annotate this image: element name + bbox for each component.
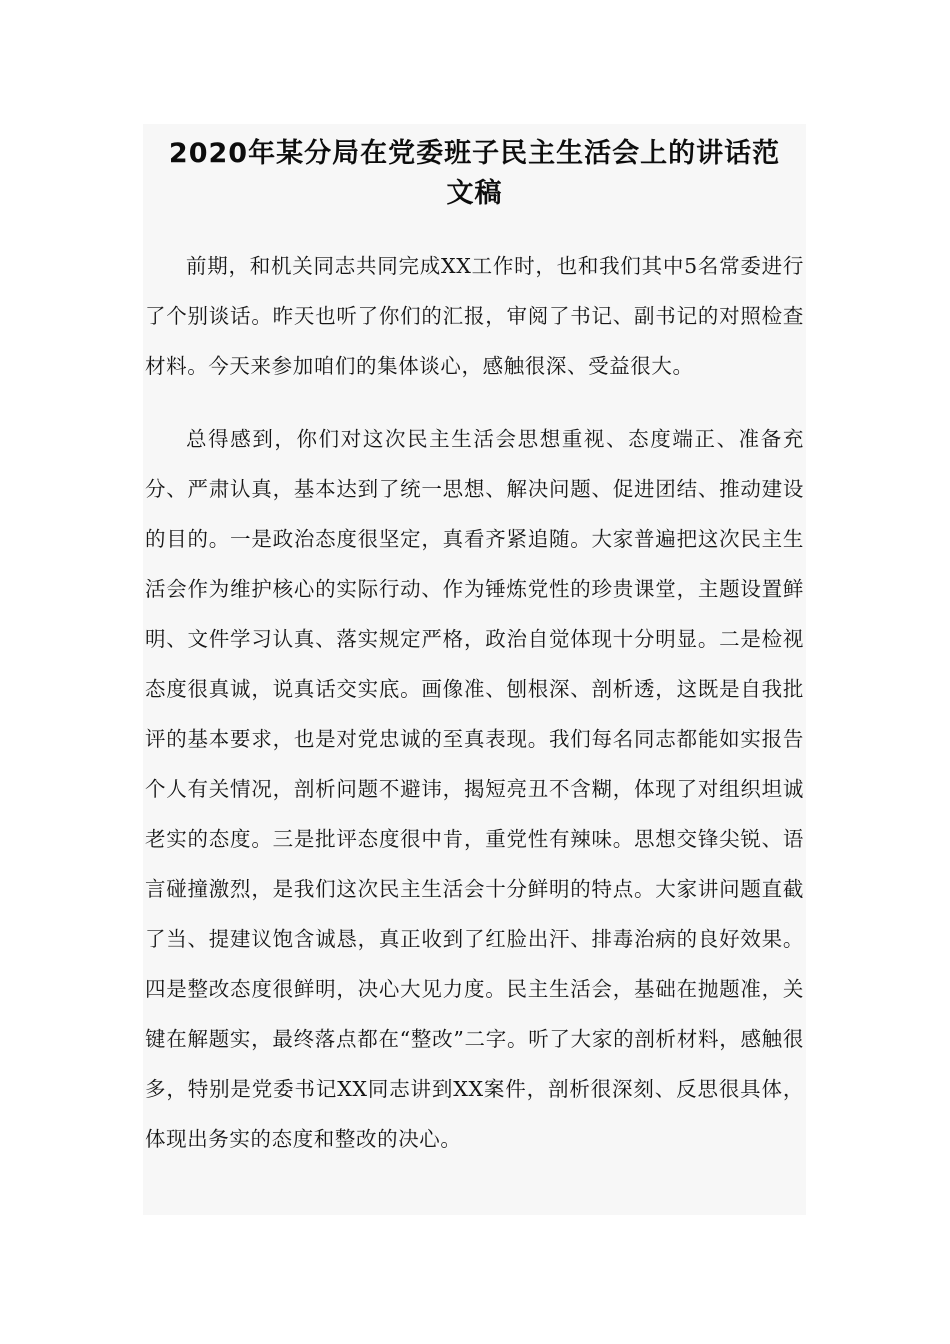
document-title: 2020年某分局在党委班子民主生活会上的讲话范文稿 [168,138,781,209]
document-page [143,124,806,1215]
paragraph-opening: 前期，和机关同志共同完成XX工作时，也和我们其中5名常委进行了个别谈话。昨天也听了你们的汇报，审阅了书记、副书记的对照检查材料。今天来参加咱们的集体谈心，感触很深、受益很大。 [145,254,804,378]
paragraph-summary: 总得感到，你们对这次民主生活会思想重视、态度端正、准备充分、严肃认真，基本达到了统一思想、解决问题、促进团结、推动建设的目的。一是政治态度很坚定，真看齐紧追随。大家普遍把这次民主生活会作为维护核心的实际行动、作为锤炼党性的珍贵课堂，主题设置鲜明、文件学习认真、落实规定严格，政治自觉体现十分明显。二是检视态度很真诚，说真话交实底。画像准、刨根深、剖析透，这既是自我批评的基本要求，也是对党忠诚的至真表现。我们每名同志都能如实报告个人有关情况，剖析问题不避讳，揭短亮丑不含糊，体现了对组织坦诚老实的态度。三是批评态度很中肯，重党性有辣味。思想交锋尖锐、语言碰撞激烈，是我们这次民主生活会十分鲜明的特点。大家讲问题直截了当、提建议饱含诚恳，真正收到了红脸出汗、排毒治病的良好效果。四是整改态度很鲜明，决心大见力度。民主生活会，基础在抛题准，关键在解题实，最终落点都在“整改”二字。听了大家的剖析材料，感触很多，特别是党委书记XX同志讲到XX案件，剖析很深刻、反思很具体，体现出务实的态度和整改的决心。 [145,427,804,1151]
